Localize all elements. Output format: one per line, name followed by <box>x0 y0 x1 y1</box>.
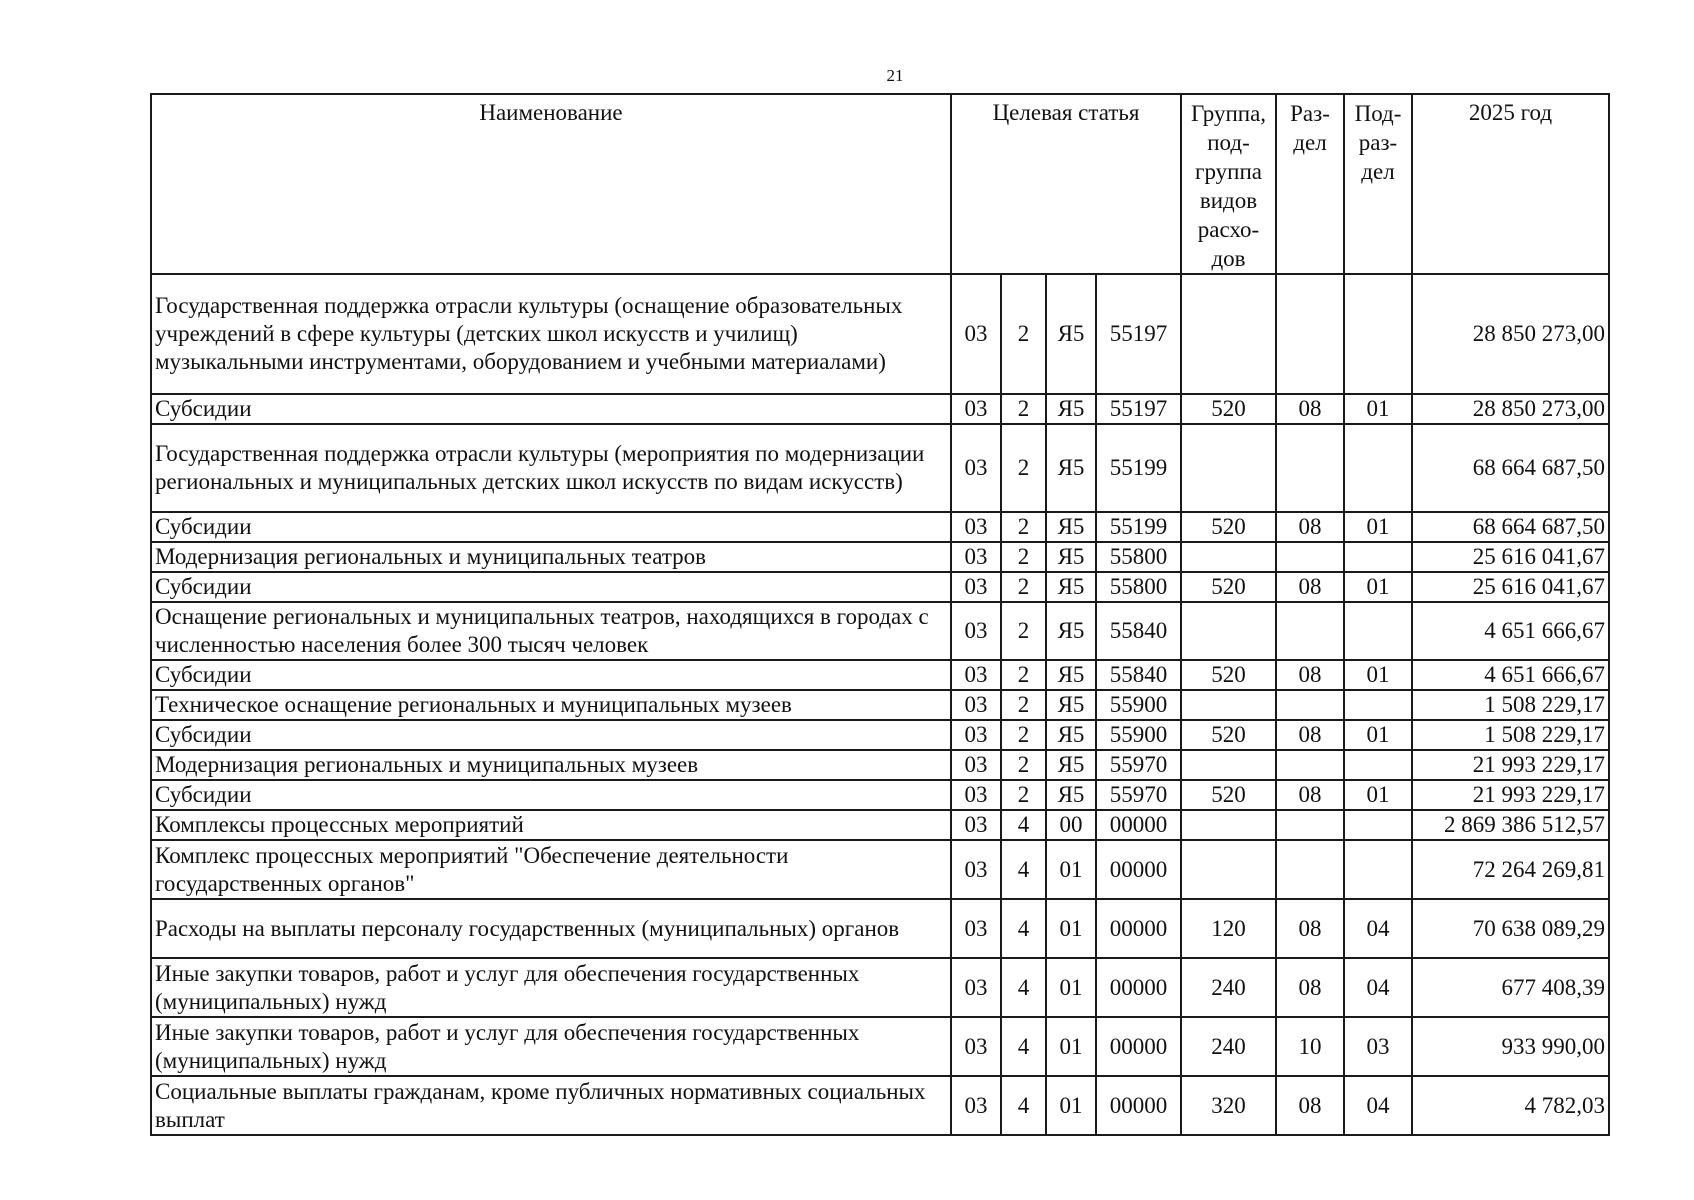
row-amount: 4 651 666,67 <box>1412 660 1609 690</box>
row-name: Оснащение региональных и муниципальных театров, находящихся в городах с численностью населения более 300 тысяч человек <box>151 602 951 660</box>
row-subsection <box>1344 424 1412 512</box>
table-row <box>151 274 1609 394</box>
row-section: 08 <box>1276 780 1344 810</box>
row-group: 520 <box>1181 572 1276 602</box>
table-row <box>151 394 1609 424</box>
table-row <box>151 1076 1609 1135</box>
row-code-type: 2 <box>1001 274 1046 394</box>
row-code-program: 03 <box>951 720 1001 750</box>
row-code-project: Я5 <box>1046 424 1096 512</box>
row-code-direction: 00000 <box>1096 810 1181 840</box>
row-subsection <box>1344 750 1412 780</box>
row-code-project: 01 <box>1046 1017 1096 1076</box>
row-code-project: Я5 <box>1046 602 1096 660</box>
row-code-type: 2 <box>1001 512 1046 542</box>
row-subsection: 04 <box>1344 1076 1412 1135</box>
row-name: Субсидии <box>151 720 951 750</box>
table-row <box>151 512 1609 542</box>
row-subsection: 04 <box>1344 958 1412 1017</box>
row-code-type: 2 <box>1001 424 1046 512</box>
table-row <box>151 750 1609 780</box>
row-section: 08 <box>1276 660 1344 690</box>
row-group: 520 <box>1181 394 1276 424</box>
table-row <box>151 720 1609 750</box>
header-year: 2025 год <box>1412 94 1609 274</box>
row-subsection: 01 <box>1344 512 1412 542</box>
table-row <box>151 660 1609 690</box>
row-name: Субсидии <box>151 780 951 810</box>
row-amount: 70 638 089,29 <box>1412 899 1609 958</box>
row-code-direction: 55970 <box>1096 780 1181 810</box>
row-group: 520 <box>1181 660 1276 690</box>
row-code-direction: 55199 <box>1096 512 1181 542</box>
row-code-program: 03 <box>951 1017 1001 1076</box>
row-code-direction: 55800 <box>1096 542 1181 572</box>
row-amount: 28 850 273,00 <box>1412 394 1609 424</box>
row-amount: 677 408,39 <box>1412 958 1609 1017</box>
row-code-direction: 00000 <box>1096 1017 1181 1076</box>
row-code-direction: 55970 <box>1096 750 1181 780</box>
row-section <box>1276 542 1344 572</box>
row-name: Модернизация региональных и муниципальных театров <box>151 542 951 572</box>
row-subsection <box>1344 274 1412 394</box>
row-code-project: Я5 <box>1046 780 1096 810</box>
row-code-direction: 00000 <box>1096 1076 1181 1135</box>
row-code-program: 03 <box>951 394 1001 424</box>
row-amount: 2 869 386 512,57 <box>1412 810 1609 840</box>
row-code-project: Я5 <box>1046 690 1096 720</box>
row-section <box>1276 274 1344 394</box>
row-code-program: 03 <box>951 840 1001 899</box>
row-code-type: 4 <box>1001 810 1046 840</box>
row-code-direction: 55840 <box>1096 660 1181 690</box>
row-code-direction: 55900 <box>1096 690 1181 720</box>
row-code-program: 03 <box>951 572 1001 602</box>
row-code-program: 03 <box>951 1076 1001 1135</box>
row-name: Комплекс процессных мероприятий "Обеспечение деятельности государственных органов" <box>151 840 951 899</box>
row-section <box>1276 810 1344 840</box>
row-code-type: 4 <box>1001 840 1046 899</box>
row-code-project: 01 <box>1046 958 1096 1017</box>
table-header <box>151 94 1609 274</box>
row-code-project: Я5 <box>1046 274 1096 394</box>
header-name: Наименование <box>151 94 951 274</box>
row-code-type: 4 <box>1001 958 1046 1017</box>
row-subsection <box>1344 840 1412 899</box>
row-code-direction: 00000 <box>1096 840 1181 899</box>
row-code-program: 03 <box>951 542 1001 572</box>
row-section: 08 <box>1276 572 1344 602</box>
row-amount: 21 993 229,17 <box>1412 780 1609 810</box>
row-amount: 933 990,00 <box>1412 1017 1609 1076</box>
row-group <box>1181 602 1276 660</box>
row-code-program: 03 <box>951 958 1001 1017</box>
row-group <box>1181 750 1276 780</box>
row-group <box>1181 542 1276 572</box>
row-amount: 1 508 229,17 <box>1412 690 1609 720</box>
table-body <box>151 274 1609 1135</box>
row-code-direction: 55197 <box>1096 394 1181 424</box>
row-code-direction: 00000 <box>1096 899 1181 958</box>
row-group: 520 <box>1181 512 1276 542</box>
row-code-project: Я5 <box>1046 572 1096 602</box>
row-group <box>1181 840 1276 899</box>
table-row <box>151 810 1609 840</box>
row-code-type: 4 <box>1001 1017 1046 1076</box>
row-name: Социальные выплаты гражданам, кроме публичных нормативных социальных выплат <box>151 1076 951 1135</box>
row-code-type: 2 <box>1001 690 1046 720</box>
table-row <box>151 1017 1609 1076</box>
row-subsection <box>1344 810 1412 840</box>
row-section <box>1276 750 1344 780</box>
row-code-project: Я5 <box>1046 394 1096 424</box>
row-code-program: 03 <box>951 424 1001 512</box>
row-subsection: 04 <box>1344 899 1412 958</box>
table-row <box>151 542 1609 572</box>
row-amount: 4 782,03 <box>1412 1076 1609 1135</box>
row-amount: 28 850 273,00 <box>1412 274 1609 394</box>
row-section <box>1276 424 1344 512</box>
table-row <box>151 899 1609 958</box>
header-subsection: Под- раз- дел <box>1344 94 1412 274</box>
header-target-article: Целевая статья <box>951 94 1181 274</box>
row-section: 08 <box>1276 899 1344 958</box>
row-name: Комплексы процессных мероприятий <box>151 810 951 840</box>
row-name: Техническое оснащение региональных и муниципальных музеев <box>151 690 951 720</box>
row-group: 120 <box>1181 899 1276 958</box>
row-group: 520 <box>1181 780 1276 810</box>
table-row <box>151 690 1609 720</box>
row-subsection: 01 <box>1344 720 1412 750</box>
row-subsection: 01 <box>1344 394 1412 424</box>
row-code-direction: 55800 <box>1096 572 1181 602</box>
row-code-type: 2 <box>1001 780 1046 810</box>
row-name: Субсидии <box>151 572 951 602</box>
row-group <box>1181 810 1276 840</box>
row-name: Субсидии <box>151 394 951 424</box>
row-code-project: 01 <box>1046 840 1096 899</box>
row-name: Расходы на выплаты персоналу государственных (муниципальных) органов <box>151 899 951 958</box>
row-name: Иные закупки товаров, работ и услуг для обеспечения государственных (муниципальных) нужд <box>151 958 951 1017</box>
row-code-program: 03 <box>951 810 1001 840</box>
row-code-direction: 55840 <box>1096 602 1181 660</box>
row-code-project: Я5 <box>1046 660 1096 690</box>
row-name: Иные закупки товаров, работ и услуг для обеспечения государственных (муниципальных) нужд <box>151 1017 951 1076</box>
row-name: Модернизация региональных и муниципальных музеев <box>151 750 951 780</box>
row-code-direction: 00000 <box>1096 958 1181 1017</box>
row-group: 320 <box>1181 1076 1276 1135</box>
row-group <box>1181 424 1276 512</box>
row-section: 08 <box>1276 720 1344 750</box>
row-group <box>1181 690 1276 720</box>
row-code-project: 01 <box>1046 1076 1096 1135</box>
row-code-type: 2 <box>1001 720 1046 750</box>
row-code-program: 03 <box>951 780 1001 810</box>
row-amount: 68 664 687,50 <box>1412 512 1609 542</box>
table-row <box>151 572 1609 602</box>
row-section: 10 <box>1276 1017 1344 1076</box>
row-amount: 4 651 666,67 <box>1412 602 1609 660</box>
table-row <box>151 780 1609 810</box>
row-subsection: 01 <box>1344 572 1412 602</box>
row-code-direction: 55197 <box>1096 274 1181 394</box>
row-code-project: Я5 <box>1046 720 1096 750</box>
row-code-type: 4 <box>1001 1076 1046 1135</box>
table-row <box>151 958 1609 1017</box>
row-section: 08 <box>1276 394 1344 424</box>
row-code-program: 03 <box>951 602 1001 660</box>
table-row <box>151 424 1609 512</box>
row-code-program: 03 <box>951 274 1001 394</box>
row-amount: 1 508 229,17 <box>1412 720 1609 750</box>
row-code-project: Я5 <box>1046 750 1096 780</box>
page-number: 21 <box>886 66 904 85</box>
row-code-type: 4 <box>1001 899 1046 958</box>
row-name: Субсидии <box>151 660 951 690</box>
row-subsection <box>1344 542 1412 572</box>
row-section <box>1276 690 1344 720</box>
budget-table <box>150 93 1610 1136</box>
row-subsection: 01 <box>1344 660 1412 690</box>
row-amount: 25 616 041,67 <box>1412 542 1609 572</box>
row-group: 240 <box>1181 958 1276 1017</box>
row-section: 08 <box>1276 1076 1344 1135</box>
row-code-program: 03 <box>951 899 1001 958</box>
row-amount: 25 616 041,67 <box>1412 572 1609 602</box>
header-section: Раз- дел <box>1276 94 1344 274</box>
row-name: Государственная поддержка отрасли культуры (мероприятия по модернизации региональных и муниципальных детских школ искусств по видам искусств) <box>151 424 951 512</box>
row-subsection: 01 <box>1344 780 1412 810</box>
row-code-program: 03 <box>951 660 1001 690</box>
row-code-project: Я5 <box>1046 542 1096 572</box>
header-group: Группа, под- группа видов расхо- дов <box>1181 94 1276 274</box>
row-code-direction: 55199 <box>1096 424 1181 512</box>
row-amount: 21 993 229,17 <box>1412 750 1609 780</box>
row-subsection <box>1344 690 1412 720</box>
row-subsection <box>1344 602 1412 660</box>
row-code-program: 03 <box>951 512 1001 542</box>
row-code-type: 2 <box>1001 602 1046 660</box>
row-code-project: 00 <box>1046 810 1096 840</box>
row-section <box>1276 602 1344 660</box>
row-code-type: 2 <box>1001 572 1046 602</box>
row-code-project: Я5 <box>1046 512 1096 542</box>
row-code-type: 2 <box>1001 660 1046 690</box>
row-section <box>1276 840 1344 899</box>
table-row <box>151 602 1609 660</box>
row-code-program: 03 <box>951 690 1001 720</box>
row-subsection: 03 <box>1344 1017 1412 1076</box>
row-code-program: 03 <box>951 750 1001 780</box>
row-name: Государственная поддержка отрасли культуры (оснащение образовательных учреждений в сфере культуры (детских школ искусств и училищ) музыкальными инструментами, оборудованием и учебными материалами) <box>151 274 951 394</box>
row-group: 520 <box>1181 720 1276 750</box>
row-section: 08 <box>1276 512 1344 542</box>
row-code-project: 01 <box>1046 899 1096 958</box>
row-section: 08 <box>1276 958 1344 1017</box>
row-code-type: 2 <box>1001 542 1046 572</box>
row-group <box>1181 274 1276 394</box>
row-code-direction: 55900 <box>1096 720 1181 750</box>
row-code-type: 2 <box>1001 750 1046 780</box>
row-amount: 68 664 687,50 <box>1412 424 1609 512</box>
table-row <box>151 840 1609 899</box>
row-amount: 72 264 269,81 <box>1412 840 1609 899</box>
row-code-type: 2 <box>1001 394 1046 424</box>
row-name: Субсидии <box>151 512 951 542</box>
row-group: 240 <box>1181 1017 1276 1076</box>
